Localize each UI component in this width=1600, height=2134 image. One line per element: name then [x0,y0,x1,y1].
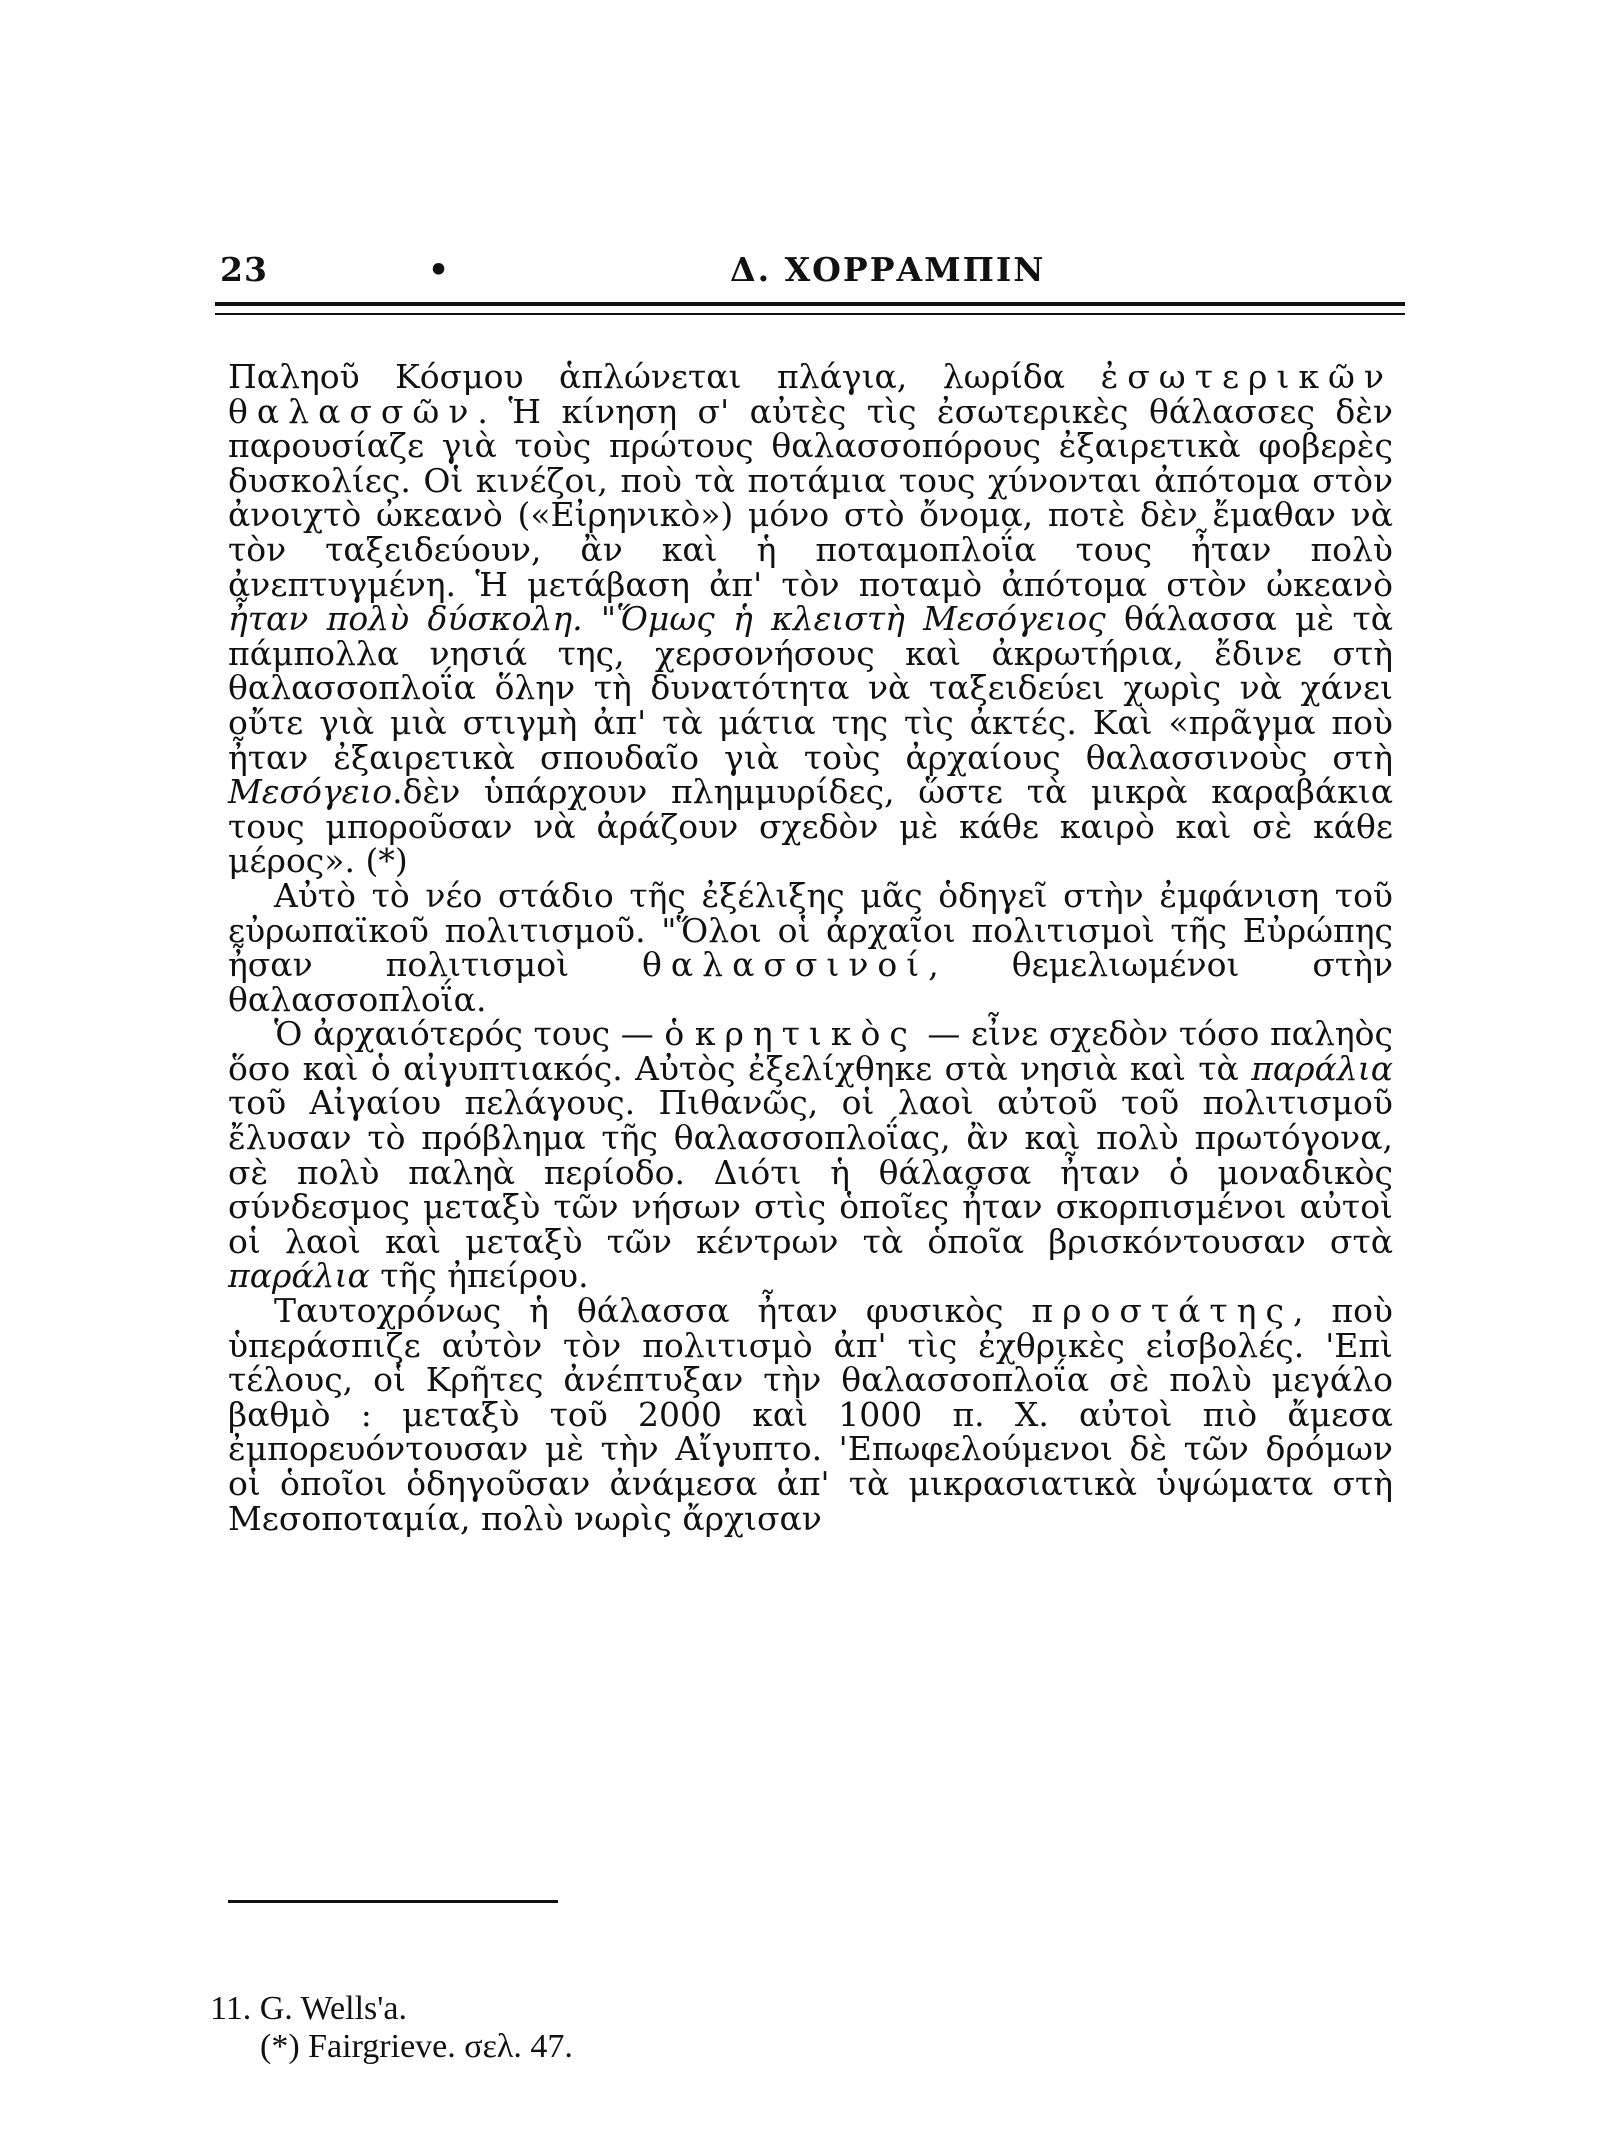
text-run: . Ἡ κίνηση σ' αὐτὲς τὶς ἐσωτερικὲς θάλασσες δὲν παρουσίαζε γιὰ τοὺς πρώτους θαλασσοπόρους ἐξαιρετικὰ φοβερὲς δυσκολίες. Οἱ κινέζοι, ποὺ τὰ ποτάμια τους χύνονται ἀπότομα στὸν ἀνοιχτὸ ὠκεανὸ («Εἰρηνικὸ») μόνο στὸ ὄνομα, ποτὲ δὲν ἔμαθαν νὰ τὸν ταξειδεύουν, ἂν καὶ ἡ ποταμοπλοΐα τους ἦταν πολὺ ἀνεπτυγμένη. Ἡ μετάβαση ἀπ' τὸν ποταμὸ ἀπότομα στὸν ὠκεανὸ [228,391,1393,604]
text-run: — εἶνε σχεδὸν τόσο παληὸς ὅσο καὶ ὁ αἰγυπτιακός. Αὐτὸς ἐξελίχθηκε στὰ νησιὰ καὶ τὰ [228,1014,1393,1088]
footnote-rule [228,1900,558,1903]
text-run: Ὁ ἀρχαιότερός τους — ὁ [274,1014,695,1054]
header-rule-thin [215,313,1405,315]
text-run: , ποὺ ὑπεράσπιζε αὐτὸν τὸν πολιτισμὸ ἀπ' τὶς ἐχθρικὲς εἰσβολές. 'Επὶ τέλους, οἱ Κρῆτες ἀνέπτυξαν τὴν θαλασσοπλοΐα σὲ πολὺ μεγάλο βαθμὸ : μεταξὺ τοῦ 2000 καὶ 1000 π. Χ. αὐτοὶ πιὸ ἄμεσα ἐμπορευόντουσαν μὲ τὴν Αἴγυπτο. 'Επωφελούμενοι δὲ τῶν δρόμων οἱ ὁποῖοι ὁδηγοῦσαν ἀνάμεσα ἀπ' τὰ μικρασιατικὰ ὑψώματα στὴ Μεσοποταμία, πολὺ νωρὶς ἄρχισαν [228,1291,1393,1538]
italic-text: παράλια [1251,1048,1393,1088]
spaced-text: κρητικὸς [694,1014,917,1054]
text-run: τοῦ Αἰγαίου πελάγους. Πιθανῶς, οἱ λαοὶ αὐτοῦ τοῦ πολιτισμοῦ ἔλυσαν τὸ πρόβλημα τῆς θαλασσοπλοΐας, ἂν καὶ πολὺ πρωτόγονα, σὲ πολὺ παληὰ περίοδο. Διότι ἡ θάλασσα ἦταν ὁ μοναδικὸς σύνδεσμος μεταξὺ τῶν νήσων στὶς ὁποῖες ἦταν σκορπισμένοι αὐτοὶ οἱ λαοὶ καὶ μεταξὺ τῶν κέντρων τὰ ὁποῖα βρισκόντουσαν στὰ [228,1083,1393,1261]
text-run: Ταυτοχρόνως ἡ θάλασσα ἦταν φυσικὸς [274,1291,1032,1331]
text-run: Αὐτὸ τὸ νέο στάδιο τῆς ἐξέλιξης μᾶς ὁδηγεῖ στὴν ἐμφάνιση τοῦ εὐρωπαϊκοῦ πολιτισμοῦ. "Ὅλοι οἱ ἀρχαῖοι πολιτισμοὶ τῆς Εὐρώπης ἦσαν πολιτισμοὶ [228,875,1393,985]
paragraph-3 [228,1014,1393,1296]
paragraph-2 [228,875,1393,1019]
page-number: 23 [220,250,268,289]
paragraph-4 [228,1291,1393,1538]
page-header [220,250,1400,290]
italic-text: Μεσόγειο [228,772,393,812]
header-separator: • [428,250,450,289]
spaced-text: θαλασσινοί [642,945,929,985]
text-run: θάλασσα μὲ τὰ πάμπολλα νησιά της, χερσονήσους καὶ ἀκρωτήρια, ἔδινε στὴ θαλασσοπλοΐα ὅλην τὴ δυνατότητα νὰ ταξειδεύει χωρὶς νὰ χάνει οὔτε γιὰ μιὰ στιγμὴ ἀπ' τὰ μάτια της τὶς ἀκτές. Καὶ «πρᾶγμα ποὺ ἦταν ἐξαιρετικὰ σπουδαῖο γιὰ τοὺς ἀρχαίους θαλασσινοὺς στὴ [228,599,1394,777]
text-run: Παληοῦ Κόσμου ἁπλώνεται πλάγια, λωρίδα [228,357,1101,396]
running-head-author: Δ. ΧΟΡΡΑΜΠΙΝ [730,250,1046,289]
body-text [228,357,1394,1538]
spaced-text: προστάτης [1031,1291,1293,1331]
text-run: τῆς ἠπείρου. [369,1256,589,1296]
footnotes [210,1990,910,2066]
header-rule [215,302,1405,306]
italic-text: ἦταν πολὺ δύσκολη. "Ὅμως ἡ κλειστὴ Μεσόγειος [228,599,1106,639]
footnote-2: (*) Fairgrieve. σελ. 47. [260,2028,573,2065]
footnote-1: 11. G. Wells'a. [210,1990,407,2027]
paragraph-1 [228,357,1394,881]
text-run: , θεμελιωμένοι στὴν θαλασσοπλοΐα. [228,945,1393,1019]
text-run: .δὲν ὑπάρχουν πλημμυρίδες, ὥστε τὰ μικρὰ καραβάκια τους μποροῦσαν νὰ ἀράζουν σχεδὸν μὲ κάθε καιρὸ καὶ σὲ κάθε μέρος». (*) [228,772,1393,881]
italic-text: παράλια [228,1256,370,1296]
spaced-text: ἐσωτερικῶν θαλασσῶν [228,357,1393,431]
